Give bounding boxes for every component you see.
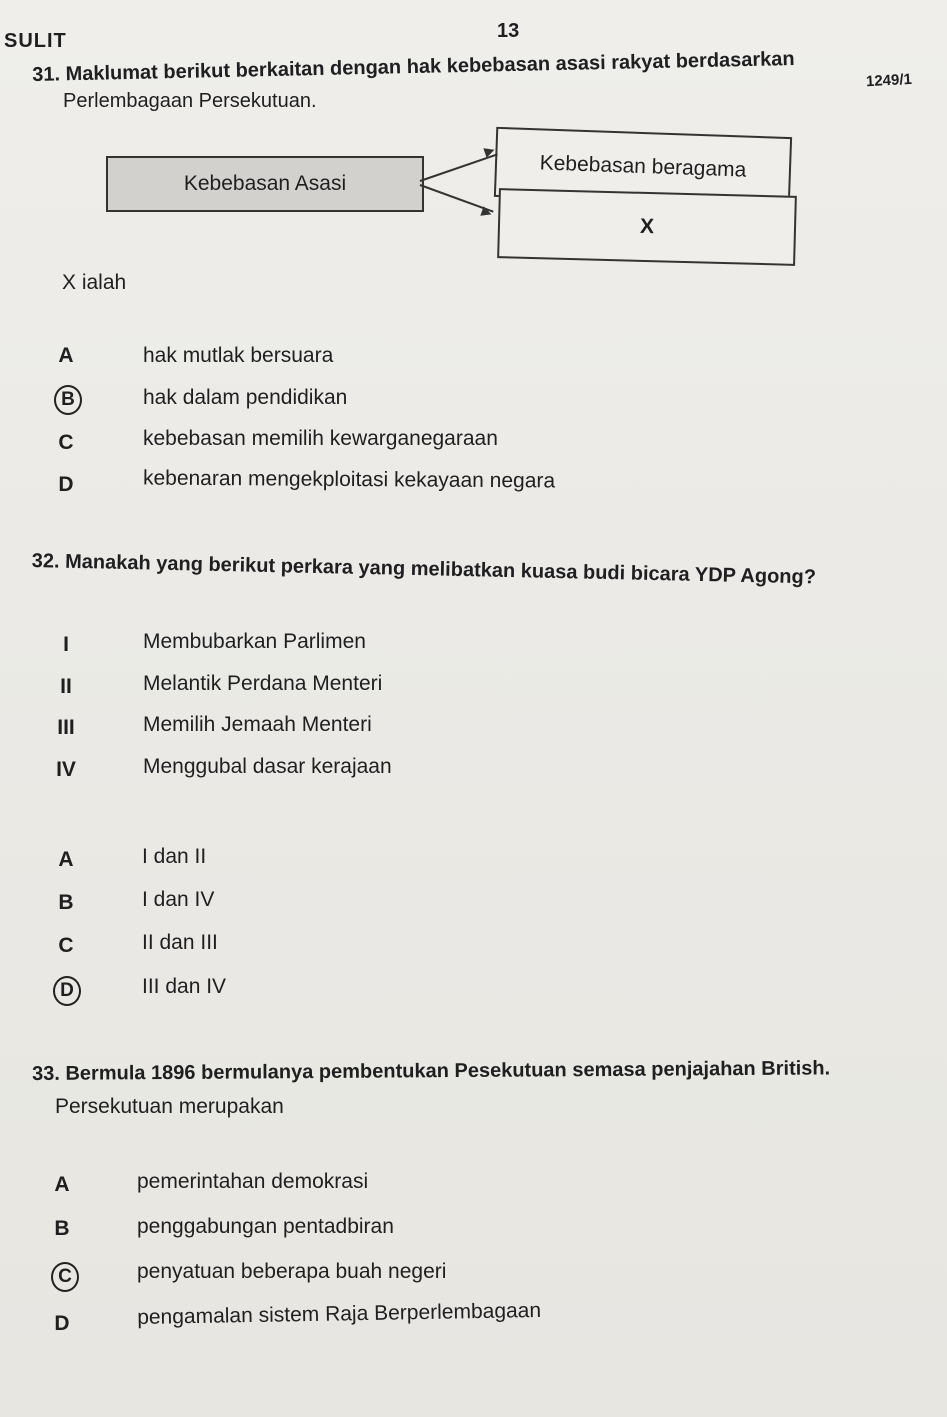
q31-option-a-text: hak mutlak bersuara — [143, 344, 334, 367]
q33-option-c[interactable] — [51, 1262, 79, 1292]
option-letter: A — [58, 848, 74, 871]
q32-option-b[interactable] — [52, 891, 80, 915]
q32-stem: 32. Manakah yang berikut perkara yang melibatkan kuasa budi bicara YDP Agong? — [31, 550, 817, 589]
q33-stem-line1: 33. Bermula 1896 bermulanya pembentukan Pesekutuan semasa penjajahan British. — [32, 1057, 831, 1085]
option-letter: D — [58, 473, 74, 496]
q33-option-b-text: penggabungan pentadbiran — [137, 1215, 394, 1238]
diagram-bottom-box — [497, 188, 797, 266]
arrow-to-bottom-icon — [480, 206, 493, 219]
option-letter: A — [58, 344, 74, 367]
q32-numeral-iv: IV — [56, 758, 76, 781]
q32-option-c[interactable] — [52, 934, 80, 958]
q31-option-a[interactable] — [52, 344, 80, 368]
q32-statement-iii: Memilih Jemaah Menteri — [143, 713, 372, 736]
option-letter: A — [54, 1173, 70, 1196]
q32-option-c-text: II dan III — [142, 931, 218, 954]
option-letter: B — [58, 891, 74, 914]
circled-answer-icon: B — [54, 385, 82, 415]
option-letter: B — [54, 1217, 70, 1240]
q32-numeral-i: I — [63, 633, 69, 656]
q31-option-c[interactable] — [52, 431, 80, 455]
option-letter: C — [58, 934, 74, 957]
q31-option-d[interactable] — [52, 473, 80, 497]
q31-option-c-text: kebebasan memilih kewarganegaraan — [143, 427, 498, 450]
paper-code: 1249/1 — [865, 70, 913, 91]
q33-option-d-text: pengamalan sistem Raja Berperlembagaan — [137, 1298, 542, 1329]
q32-numeral-iii: III — [57, 716, 75, 739]
diagram-main-label: Kebebasan Asasi — [183, 172, 347, 195]
q32-option-a[interactable] — [52, 848, 80, 872]
circled-answer-icon: C — [51, 1262, 79, 1292]
option-letter: C — [58, 431, 74, 454]
q31-option-b-text: hak dalam pendidikan — [143, 386, 348, 409]
q32-numeral-ii: II — [60, 675, 72, 698]
option-letter: D — [54, 1312, 70, 1335]
q31-prompt: X ialah — [62, 271, 127, 294]
diagram-main-box — [106, 156, 424, 212]
sulit-label: SULIT — [4, 30, 67, 52]
q31-stem-line1: 31. Maklumat berikut berkaitan dengan hak kebebasan asasi rakyat berdasarkan — [32, 48, 795, 86]
q32-statement-ii: Melantik Perdana Menteri — [143, 672, 383, 695]
q31-option-b[interactable] — [54, 385, 82, 415]
q33-option-d[interactable] — [48, 1312, 76, 1336]
q33-option-b[interactable] — [48, 1217, 76, 1241]
q33-stem-line2: Persekutuan merupakan — [55, 1095, 284, 1118]
q32-option-d-text: III dan IV — [142, 975, 227, 998]
page-number: 13 — [497, 20, 520, 42]
q32-statement-iv: Menggubal dasar kerajaan — [143, 755, 392, 778]
diagram-x-label: X — [639, 214, 655, 239]
q32-option-a-text: I dan II — [142, 845, 207, 868]
q32-option-b-text: I dan IV — [142, 888, 215, 911]
q32-option-d[interactable] — [53, 976, 81, 1006]
q33-option-c-text: penyatuan beberapa buah negeri — [137, 1260, 447, 1283]
q31-option-d-text: kebenaran mengekploitasi kekayaan negara — [142, 466, 556, 493]
diagram-top-label: Kebebasan beragama — [539, 151, 747, 182]
circled-answer-icon: D — [53, 976, 81, 1006]
q33-option-a[interactable] — [48, 1173, 76, 1197]
q32-statement-i: Membubarkan Parlimen — [143, 630, 366, 653]
q31-stem-line2: Perlembagaan Persekutuan. — [63, 90, 317, 112]
q33-option-a-text: pemerintahan demokrasi — [137, 1170, 369, 1193]
